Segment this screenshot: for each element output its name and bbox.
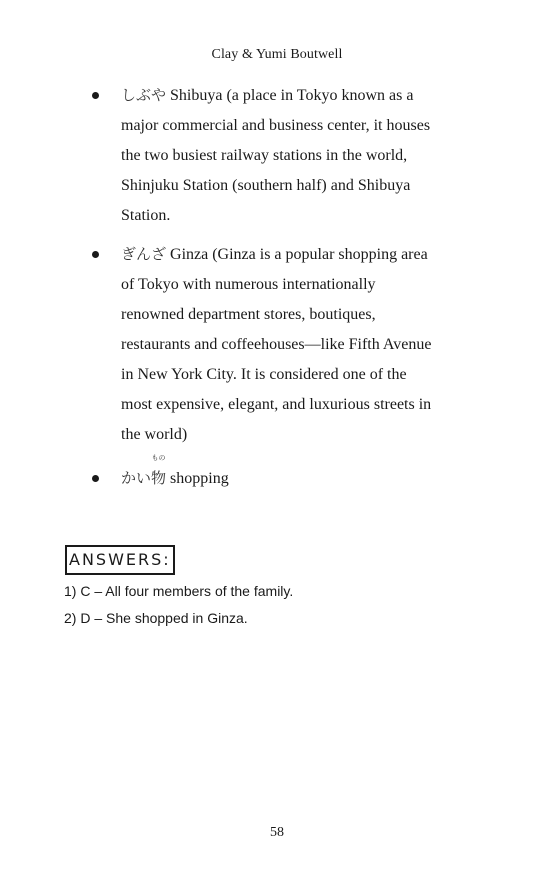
- definition: Shibuya (a place in Tokyo known as a major commercial and business center, it houses the two busiest railway stations in the world, Shinjuku Station (southern half) and Shibuya Station.: [121, 87, 431, 224]
- furigana: もの: [151, 454, 166, 462]
- answer-line-2: 2) D – She shopped in Ginza.: [64, 610, 248, 626]
- running-header: Clay & Yumi Boutwell: [211, 47, 343, 62]
- definition: shopping: [170, 470, 229, 487]
- answers-heading: ANSWERS:: [65, 545, 175, 575]
- list-item-text: [121, 454, 461, 494]
- japanese-term-kana: かい: [121, 469, 152, 487]
- list-item-text: [121, 239, 461, 450]
- kanji-with-furigana: [151, 454, 167, 494]
- answer-line-1: 1) C – All four members of the family.: [64, 583, 294, 599]
- definition: Ginza (Ginza is a popular shopping area of Tokyo with numerous internationally renowned department stores, boutiques, restaurants and coffeehouses—like Fifth Avenue in New York City. It is considered one of the most expensive, elegant, and luxurious streets in the world): [121, 246, 432, 443]
- bullet-icon: [92, 251, 99, 258]
- japanese-term-kanji: 物: [151, 469, 167, 487]
- bullet-icon: [92, 475, 99, 482]
- japanese-term: ぎんざ: [121, 245, 167, 263]
- list-item-text: [121, 80, 461, 231]
- page-number: 58: [270, 825, 284, 840]
- japanese-term: しぶや: [121, 86, 167, 104]
- bullet-icon: [92, 92, 99, 99]
